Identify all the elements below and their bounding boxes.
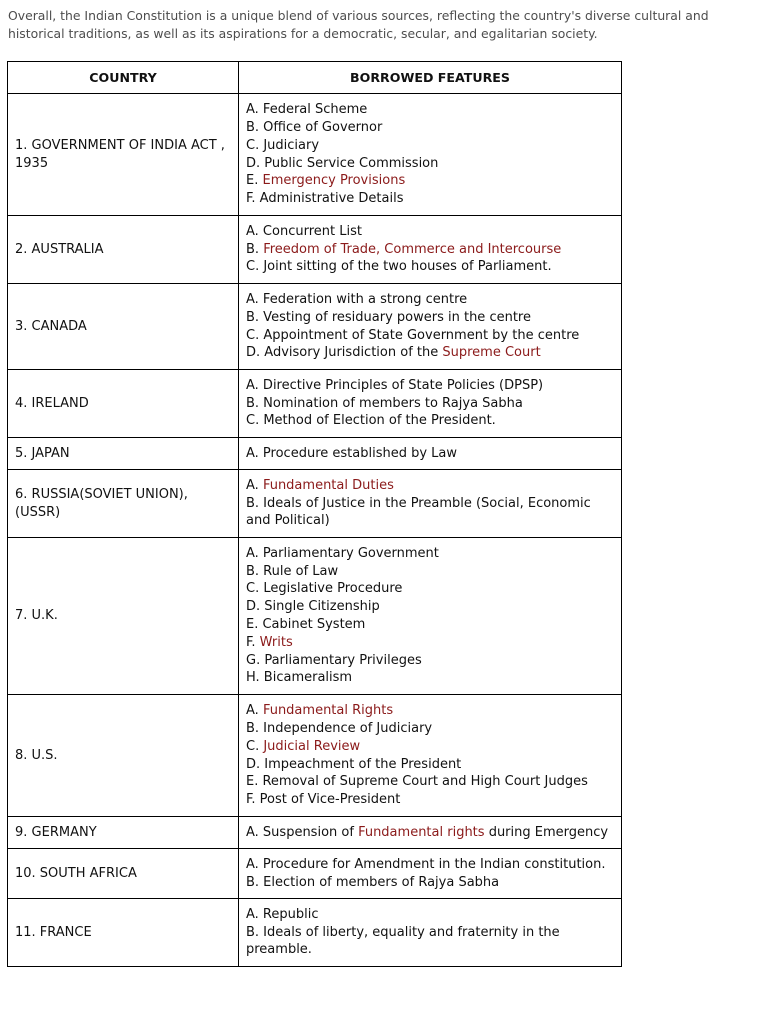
feature-text: C. Joint sitting of the two houses of Parliament. <box>246 259 552 275</box>
feature-item <box>246 652 614 670</box>
feature-text: A. Procedure for Amendment in the Indian constitution. <box>246 856 606 872</box>
feature-text: A. Federation with a strong centre <box>246 291 468 307</box>
feature-item <box>246 634 614 652</box>
feature-item <box>246 580 614 598</box>
table-header-row <box>8 62 622 94</box>
country-cell: 3. CANADA <box>8 284 239 370</box>
feature-text: A. Republic <box>246 906 319 922</box>
feature-item <box>246 563 614 581</box>
feature-item <box>246 669 614 687</box>
feature-item <box>246 172 614 190</box>
table-row <box>8 817 622 849</box>
feature-text: B. Independence of Judiciary <box>246 720 433 736</box>
feature-item <box>246 924 614 960</box>
feature-item <box>246 906 614 924</box>
table-row <box>8 94 622 216</box>
feature-item <box>246 598 614 616</box>
feature-text: B. Ideals of Justice in the Preamble (Social, Economic and Political) <box>246 495 591 529</box>
features-cell <box>239 216 622 284</box>
feature-text: D. Advisory Jurisdiction of the <box>246 345 443 361</box>
country-cell: 2. AUSTRALIA <box>8 216 239 284</box>
feature-item <box>246 377 614 395</box>
features-cell <box>239 94 622 216</box>
feature-item <box>246 241 614 259</box>
features-cell <box>239 817 622 849</box>
feature-text: B. Nomination of members to Rajya Sabha <box>246 395 523 411</box>
feature-item <box>246 119 614 137</box>
feature-text: A. Concurrent List <box>246 223 362 239</box>
feature-item <box>246 223 614 241</box>
feature-item <box>246 874 614 892</box>
table-row <box>8 284 622 370</box>
feature-text: C. Judiciary <box>246 137 320 153</box>
feature-item <box>246 616 614 634</box>
table-row <box>8 470 622 538</box>
feature-link[interactable]: Freedom of Trade, Commerce and Intercourse <box>263 241 562 257</box>
feature-text: H. Bicameralism <box>246 670 353 686</box>
country-column-header: COUNTRY <box>8 62 239 94</box>
table-row <box>8 538 622 695</box>
feature-text: A. <box>246 477 263 493</box>
feature-text: D. Public Service Commission <box>246 155 439 171</box>
country-cell: 10. SOUTH AFRICA <box>8 849 239 899</box>
feature-text: A. Parliamentary Government <box>246 545 439 561</box>
country-cell: 7. U.K. <box>8 538 239 695</box>
feature-item <box>246 137 614 155</box>
features-cell <box>239 284 622 370</box>
table-row <box>8 216 622 284</box>
feature-text: D. Impeachment of the President <box>246 756 462 772</box>
feature-link[interactable]: Supreme Court <box>442 345 541 361</box>
feature-text: A. Federal Scheme <box>246 102 368 118</box>
features-column-header: BORROWED FEATURES <box>239 62 622 94</box>
features-cell <box>239 849 622 899</box>
feature-text: E. Cabinet System <box>246 617 366 632</box>
feature-item <box>246 258 614 276</box>
feature-item <box>246 720 614 738</box>
table-row <box>8 695 622 817</box>
feature-item <box>246 495 614 531</box>
feature-text: G. Parliamentary Privileges <box>246 652 422 668</box>
feature-text: B. <box>246 241 264 257</box>
feature-text: F. <box>246 634 260 650</box>
feature-item <box>246 702 614 720</box>
feature-item <box>246 738 614 756</box>
feature-text: E. <box>246 173 263 189</box>
table-row <box>8 438 622 470</box>
feature-text: A. Suspension of <box>246 824 359 840</box>
features-cell <box>239 438 622 470</box>
feature-text: during Emergency <box>484 824 609 840</box>
feature-item <box>246 791 614 809</box>
feature-item <box>246 545 614 563</box>
country-cell: 8. U.S. <box>8 695 239 817</box>
feature-link[interactable]: Fundamental Rights <box>262 703 394 719</box>
country-cell: 5. JAPAN <box>8 438 239 470</box>
feature-text: B. Ideals of liberty, equality and fraternity in the preamble. <box>246 924 560 958</box>
table-row <box>8 899 622 967</box>
features-cell <box>239 538 622 695</box>
country-cell: 11. FRANCE <box>8 899 239 967</box>
country-cell: 6. RUSSIA(SOVIET UNION), (USSR) <box>8 470 239 538</box>
features-cell <box>239 899 622 967</box>
feature-text: A. <box>246 703 263 719</box>
feature-item <box>246 101 614 119</box>
feature-text: B. Vesting of residuary powers in the centre <box>246 309 531 325</box>
feature-item <box>246 412 614 430</box>
features-cell <box>239 695 622 817</box>
feature-item <box>246 756 614 774</box>
features-cell <box>239 470 622 538</box>
country-cell: 4. IRELAND <box>8 370 239 438</box>
feature-item <box>246 856 614 874</box>
intro-paragraph: Overall, the Indian Constitution is a unique blend of various sources, reflecting the country's diverse cultural and historical traditions, as well as its aspirations for a democratic, secular, and egalitarian society. <box>8 8 709 41</box>
feature-text: C. <box>246 738 264 754</box>
feature-item <box>246 327 614 345</box>
feature-text: F. Administrative Details <box>246 191 404 207</box>
feature-item <box>246 773 614 791</box>
feature-text: F. Post of Vice-President <box>246 792 401 808</box>
feature-text: B. Office of Governor <box>246 119 383 135</box>
feature-item <box>246 291 614 309</box>
feature-link[interactable]: Writs <box>259 634 293 650</box>
feature-text: B. Rule of Law <box>246 563 339 579</box>
country-cell: 1. GOVERNMENT OF INDIA ACT , 1935 <box>8 94 239 216</box>
feature-text: E. Removal of Supreme Court and High Court Judges <box>246 774 588 790</box>
feature-text: B. Election of members of Rajya Sabha <box>246 874 500 890</box>
features-cell <box>239 370 622 438</box>
feature-item <box>246 309 614 327</box>
feature-link[interactable]: Emergency Provisions <box>262 173 406 189</box>
feature-text: C. Legislative Procedure <box>246 581 403 597</box>
country-cell: 9. GERMANY <box>8 817 239 849</box>
feature-text: D. Single Citizenship <box>246 599 380 615</box>
feature-link[interactable]: Fundamental rights <box>358 824 485 840</box>
table-body <box>8 94 622 967</box>
borrowed-features-table <box>7 61 622 967</box>
feature-item <box>246 155 614 173</box>
feature-text: A. Procedure established by Law <box>246 445 458 461</box>
table-row <box>8 849 622 899</box>
feature-link[interactable]: Fundamental Duties <box>262 477 394 493</box>
feature-item <box>246 344 614 362</box>
feature-text: C. Appointment of State Government by the centre <box>246 327 580 343</box>
feature-item <box>246 824 614 842</box>
feature-item <box>246 190 614 208</box>
feature-text: C. Method of Election of the President. <box>246 413 496 429</box>
feature-item <box>246 477 614 495</box>
table-row <box>8 370 622 438</box>
feature-text: A. Directive Principles of State Policies (DPSP) <box>246 377 544 393</box>
feature-link[interactable]: Judicial Review <box>263 738 361 754</box>
feature-item <box>246 395 614 413</box>
feature-item <box>246 445 614 463</box>
